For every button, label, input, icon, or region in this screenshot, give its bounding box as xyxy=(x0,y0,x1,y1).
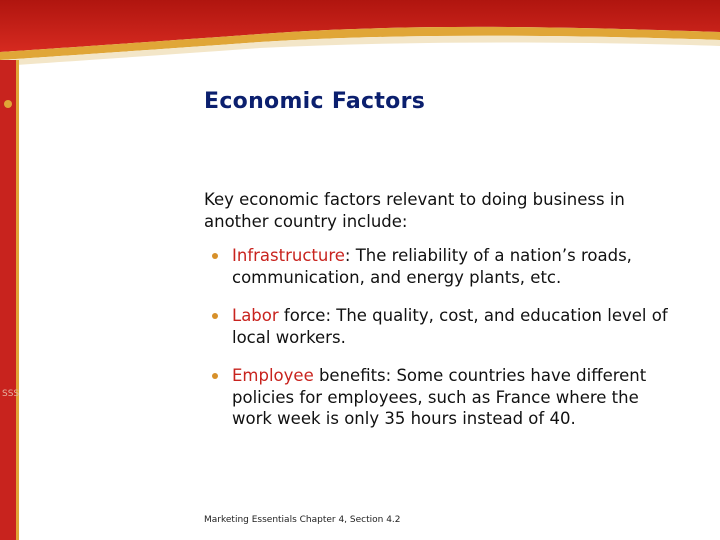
slide-title: Economic Factors xyxy=(204,89,426,114)
bullet-dot-icon xyxy=(212,253,218,259)
footer-citation: Marketing Essentials Chapter 4, Section 4.2 xyxy=(204,515,401,525)
bullet-dot-icon xyxy=(212,313,218,319)
left-side-bar-decoration xyxy=(0,0,26,540)
bullet-infrastructure xyxy=(212,245,682,288)
bullet-term: Labor xyxy=(232,306,279,325)
bullet-dot-icon xyxy=(212,373,218,379)
bullet-term: Employee xyxy=(232,366,314,385)
bullet-employee xyxy=(212,365,682,430)
svg-text:SSS: SSS xyxy=(2,389,20,399)
bullet-labor xyxy=(212,305,682,348)
bullet-term: Infrastructure xyxy=(232,246,345,265)
bullet-text: force: The quality, cost, and education level of local workers. xyxy=(232,306,668,347)
bullet-list xyxy=(212,245,682,447)
intro-text: Key economic factors relevant to doing business in another country include: xyxy=(204,190,625,231)
top-banner-decoration xyxy=(0,0,720,80)
bullet-text: benefits: Some countries have different policies for employees, such as France where the work week is only 35 hours instead of 40. xyxy=(232,366,647,428)
bullet-text: : The reliability of a nation’s roads, communication, and energy plants, etc. xyxy=(232,246,632,287)
